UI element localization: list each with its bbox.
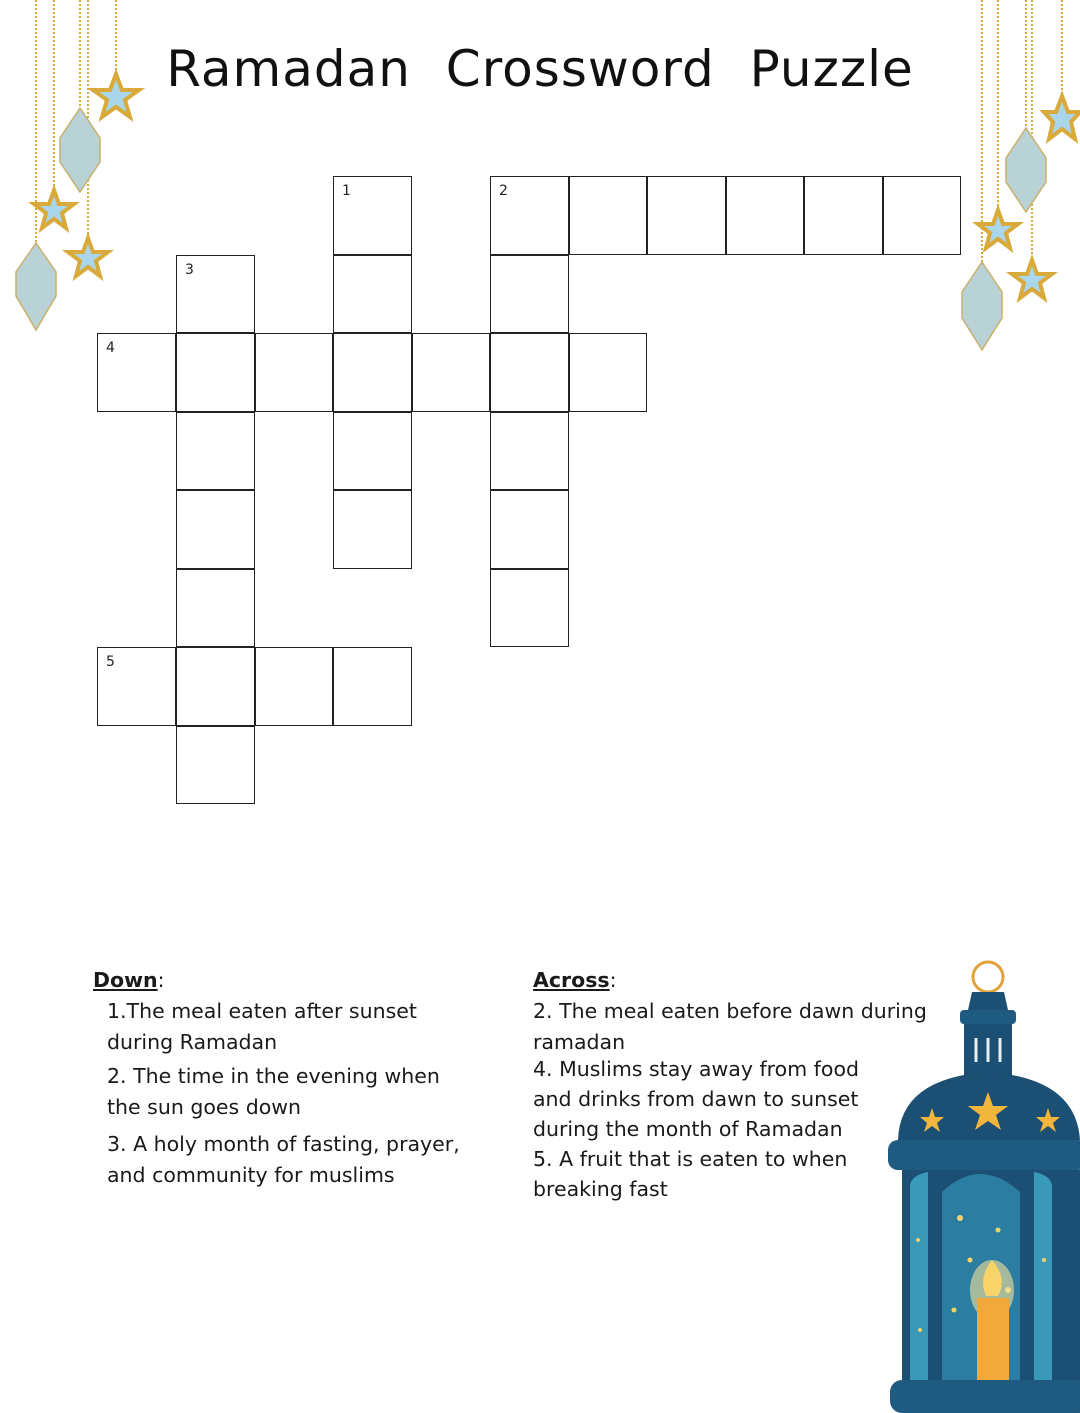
crossword-cell[interactable]: [333, 176, 412, 255]
down-clue-2: 2. The time in the evening when the sun goes down: [107, 1064, 440, 1119]
clue-number: 4: [106, 340, 115, 356]
clue-number: 2: [499, 183, 508, 199]
crossword-cell[interactable]: [412, 333, 491, 412]
down-clues: Down: 1.The meal eaten after sunset during Ramadan 2. The time in the evening when the sun goes down 3. A holy month of fasting, prayer, and community for muslims: [93, 965, 473, 1191]
crossword-cell[interactable]: [647, 176, 726, 255]
crossword-cell[interactable]: [176, 412, 255, 491]
across-clue-5: 5. A fruit that is eaten to when breaking fast: [533, 1147, 848, 1201]
crossword-cell[interactable]: [726, 176, 805, 255]
ramadan-lantern-illustration: [880, 960, 1080, 1413]
down-clue-3: 3. A holy month of fasting, prayer, and community for muslims: [107, 1132, 460, 1187]
crossword-cell[interactable]: [804, 176, 883, 255]
crossword-cell[interactable]: [333, 490, 412, 569]
clue-number: 3: [185, 261, 194, 278]
crossword-cell[interactable]: [176, 333, 255, 412]
crossword-cell[interactable]: [490, 412, 569, 491]
crossword-cell[interactable]: [490, 255, 569, 334]
crossword-cell[interactable]: [333, 647, 412, 726]
crossword-cell[interactable]: [333, 333, 412, 412]
crossword-cell[interactable]: [176, 255, 255, 334]
down-clue-1: 1.The meal eaten after sunset during Ramadan: [107, 999, 417, 1054]
page-title: Ramadan Crossword Puzzle: [166, 40, 914, 98]
crossword-cell[interactable]: [490, 490, 569, 569]
crossword-cell[interactable]: [569, 333, 648, 412]
crossword-cell[interactable]: [490, 569, 569, 648]
hanging-lanterns-right: [940, 0, 1080, 360]
crossword-cell[interactable]: [176, 726, 255, 805]
down-heading: Down: [93, 968, 158, 992]
crossword-cell[interactable]: [176, 647, 255, 726]
crossword-cell[interactable]: [490, 176, 569, 255]
across-heading: Across: [533, 968, 610, 992]
crossword-cell[interactable]: [569, 176, 648, 255]
crossword-cell[interactable]: [490, 333, 569, 412]
crossword-cell[interactable]: [97, 647, 176, 726]
across-clue-2: 2. The meal eaten before dawn during ramadan: [533, 999, 927, 1054]
crossword-cell[interactable]: [333, 412, 412, 491]
crossword-cell[interactable]: [255, 647, 334, 726]
clue-number: 1: [342, 183, 351, 199]
crossword-cell[interactable]: [176, 569, 255, 648]
crossword-cell[interactable]: [333, 255, 412, 334]
crossword-cell[interactable]: [176, 490, 255, 569]
crossword-cell[interactable]: [255, 333, 334, 412]
across-clue-4: 4. Muslims stay away from food and drinks from dawn to sunset during the month of Ramadan: [533, 1057, 859, 1141]
crossword-cell[interactable]: [97, 333, 176, 412]
across-clues: Across: 2. The meal eaten before dawn during ramadan 4. Muslims stay away from food and drinks from dawn to sunset during the month of Ramadan 5. A fruit that is eaten to when breaking fast: [533, 965, 943, 1204]
hanging-lanterns-left: [0, 0, 150, 340]
clue-number: 5: [106, 654, 115, 670]
